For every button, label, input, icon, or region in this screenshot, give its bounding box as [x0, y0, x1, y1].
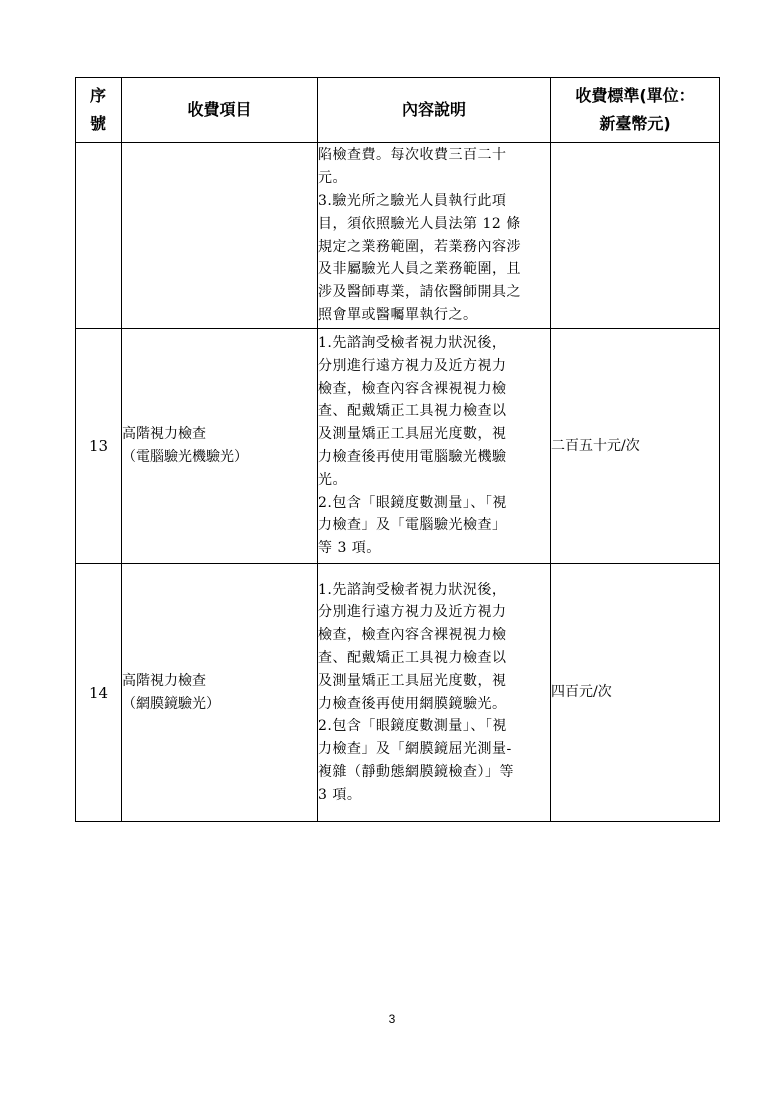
cell-fee — [551, 143, 720, 329]
desc-line: 規定之業務範圍，若業務內容涉 — [318, 238, 521, 255]
desc-line: 分別進行遠方視力及近方視力 — [318, 357, 507, 374]
desc-line: 及測量矯正工具屈光度數，視 — [318, 672, 507, 689]
cell-item — [122, 143, 318, 329]
table-row — [76, 329, 720, 564]
fee-table — [75, 77, 720, 822]
desc-line: 陷檢查費。每次收費三百二十 — [318, 147, 507, 164]
cell-fee: 二百五十元/次 — [551, 329, 720, 564]
desc-line: 力檢查後再使用電腦驗光機驗 — [318, 449, 507, 465]
item-line: （電腦驗光機驗光） — [122, 449, 248, 465]
header-desc: 內容說明 — [318, 78, 551, 143]
table-row — [76, 143, 720, 329]
desc-line: 3 項。 — [318, 786, 362, 803]
desc-line: 力檢查」及「電腦驗光檢查」 — [318, 517, 507, 534]
cell-desc — [318, 143, 551, 329]
desc-line: 1.先諮詢受檢者視力狀況後， — [318, 581, 507, 598]
cell-fee: 四百元/次 — [551, 564, 720, 822]
item-line: 高階視力檢查 — [122, 426, 206, 443]
item-line: 高階視力檢查 — [122, 672, 206, 689]
header-row — [76, 78, 720, 143]
desc-line: 力檢查」及「網膜鏡屈光測量- — [318, 741, 512, 758]
desc-line: 及測量矯正工具屈光度數，視 — [318, 426, 507, 443]
desc-line: 2.包含「眼鏡度數測量」、「視 — [318, 718, 507, 735]
header-seq-line-2: 號 — [90, 114, 107, 133]
desc-line: 2.包含「眼鏡度數測量」、「視 — [318, 494, 507, 511]
header-fee-line-1: 收費標準(單位： — [575, 86, 695, 105]
desc-line: 照會單或醫囑單執行之。 — [318, 306, 478, 323]
desc-line: 等 3 項。 — [318, 540, 381, 557]
cell-item — [122, 564, 318, 822]
cell-seq — [76, 143, 122, 329]
page-number: 3 — [388, 1012, 396, 1026]
desc-line: 檢查，檢查內容含裸視視力檢 — [318, 380, 507, 397]
item-line: （網膜鏡驗光） — [122, 695, 220, 712]
desc-line: 分別進行遠方視力及近方視力 — [318, 604, 507, 621]
desc-line: 查、配戴矯正工具視力檢查以 — [318, 403, 507, 420]
header-seq — [76, 78, 122, 143]
desc-line: 力檢查後再使用網膜鏡驗光。 — [318, 695, 507, 712]
header-fee-line-2: 新臺幣元) — [599, 114, 671, 133]
desc-line: 元。 — [318, 170, 347, 187]
cell-seq: 13 — [76, 329, 122, 564]
desc-line: 目，須依照驗光人員法第 12 條 — [318, 215, 521, 232]
cell-desc — [318, 329, 551, 564]
table-row — [76, 564, 720, 822]
header-item: 收費項目 — [122, 78, 318, 143]
cell-seq: 14 — [76, 564, 122, 822]
header-seq-line-1: 序 — [90, 86, 107, 105]
desc-line: 光。 — [318, 471, 347, 488]
cell-item — [122, 329, 318, 564]
desc-line: 涉及醫師專業，請依醫師開具之 — [318, 284, 521, 301]
cell-desc — [318, 564, 551, 822]
desc-line: 複雜（靜動態網膜鏡檢查）」等 — [318, 763, 514, 780]
desc-line: 3.驗光所之驗光人員執行此項 — [318, 192, 507, 209]
desc-line: 檢查，檢查內容含裸視視力檢 — [318, 627, 507, 644]
desc-line: 1.先諮詢受檢者視力狀況後， — [318, 335, 507, 352]
desc-line: 及非屬驗光人員之業務範圍，且 — [318, 261, 521, 278]
header-fee — [551, 78, 720, 143]
desc-line: 查、配戴矯正工具視力檢查以 — [318, 649, 507, 666]
